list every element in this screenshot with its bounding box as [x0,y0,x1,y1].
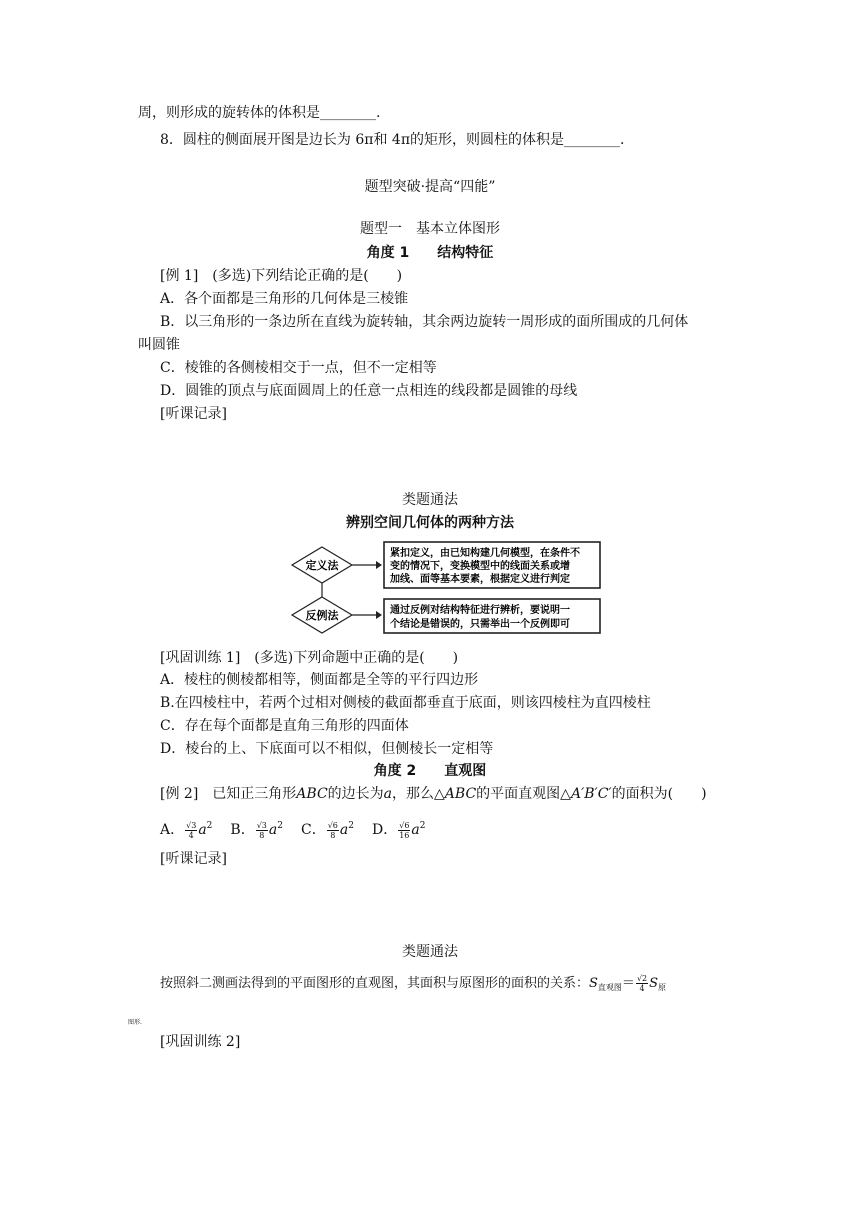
method-1-text-2: 加线、面等基本要素，根据定义进行判定 [390,574,570,585]
option-variable: a [268,822,278,838]
rule-s: S [589,976,598,991]
train-option-d: D．棱台的上、下底面可以不相似，但侧棱长一定相等 [160,741,494,757]
option-b-cont: 叫圆锥 [138,337,180,353]
method-title-1: 类题通法 [402,492,458,508]
method-1-text-1: 变的情况下，变换模型中的线面关系或增 [390,561,570,572]
example-2-option [160,822,212,838]
ex2-prime: A′B′C′ [570,786,612,802]
rule-sub: 原 [658,983,667,992]
train-option-b: B.在四棱柱中，若两个过相对侧棱的截面都垂直于底面，则该四棱柱为直四棱柱 [160,695,651,711]
option-variable: a [411,822,420,838]
example-2-option [301,822,354,838]
ex2-a: a [383,786,393,802]
option-exponent: 2 [206,821,213,831]
example-2 [160,784,707,804]
ex2-abc: ABC [296,786,328,802]
type-heading: 题型一 基本立体图形 [360,221,500,237]
text-line: 周，则形成的旋转体的体积是________. [138,105,381,121]
option-variable: a [198,822,207,838]
option-d: D．圆锥的顶点与底面圆周上的任意一点相连的线段都是圆锥的母线 [160,383,578,399]
option-c: C．棱锥的各侧棱相交于一点，但不一定相等 [160,360,437,376]
question-8: 8．圆柱的侧面展开图是边长为 6π和 4π的矩形，则圆柱的体积是________. [160,132,625,148]
option-fraction: $\frac{√3}{8}$ [256,820,267,840]
method-2-text-0: 通过反例对结构特征进行辨析，要说明一 [390,605,570,616]
option-exponent: 2 [277,821,283,831]
example-2-option [372,822,426,838]
option-fraction: $\frac{√3}{4}$ [186,820,197,840]
ex2-text: ，那么△ [392,786,445,802]
option-b: B．以三角形的一条边所在直线为旋转轴，其余两边旋转一周形成的面所围成的几何体 [160,314,689,330]
section-title: 题型突破·提高“四能” [364,179,496,195]
example-2-options [160,814,444,842]
lecture-record-1: [听课记录] [160,406,227,422]
train-option-c: C．存在每个面都是直角三角形的四面体 [160,718,409,734]
ex2-text: 的面积为( ) [611,786,707,802]
arrow-icon [376,611,382,619]
ex2-text: [例 2] 已知正三角形 [160,786,297,802]
rule-eq: ＝ [621,976,635,991]
rule-sub: 直观图 [597,983,622,992]
ex2-abc: ABC [444,786,477,802]
angle-heading-1: 角度 1 结构特征 [366,245,494,261]
option-exponent: 2 [348,821,354,831]
option-fraction: $\frac{√6}{16}$ [399,820,410,840]
ex2-text: 的平面直观图△ [476,786,571,802]
method-2-label: 反例法 [305,609,339,622]
option-label: B． [230,822,255,838]
option-label: C． [300,822,326,838]
training-2: [巩固训练 2] [160,1034,241,1050]
method-1-label: 定义法 [305,559,339,572]
training-1: [巩固训练 1] (多选)下列命题中正确的是( ) [160,650,459,666]
angle-heading-2: 角度 2 直观图 [373,763,487,779]
rule-text: 按照斜二测画法得到的平面图形的直观图，其面积与原图形的面积的关系： [160,976,590,991]
area-rule [160,972,666,1000]
arrow-icon [376,561,382,569]
method-2-text-1: 个结论是错误的，只需举出一个反例即可 [390,619,570,630]
method-diagram [290,535,610,643]
option-a: A．各个面都是三角形的几何体是三棱锥 [160,291,409,307]
example-2-option [230,822,283,838]
method-subtitle: 辨别空间几何体的两种方法 [346,515,514,531]
rule-fraction: $\frac{√2}{4}$ [636,974,648,993]
rule-tail: 图形. [128,1019,142,1026]
example-1: [例 1] (多选)下列结论正确的是( ) [160,268,403,284]
rule-s: S [649,976,659,991]
lecture-record-2: [听课记录] [160,851,227,867]
option-fraction: $\frac{√6}{8}$ [327,820,338,840]
train-option-a: A．棱柱的侧棱都相等，侧面都是全等的平行四边形 [160,672,479,688]
method-title-2: 类题通法 [402,944,458,960]
option-label: A． [160,822,185,838]
method-1-text-0: 紧扣定义，由已知构建几何模型，在条件不 [390,548,580,559]
ex2-text: 的边长为 [327,786,384,802]
option-variable: a [339,822,349,838]
option-exponent: 2 [419,821,426,831]
option-label: D． [371,822,398,838]
